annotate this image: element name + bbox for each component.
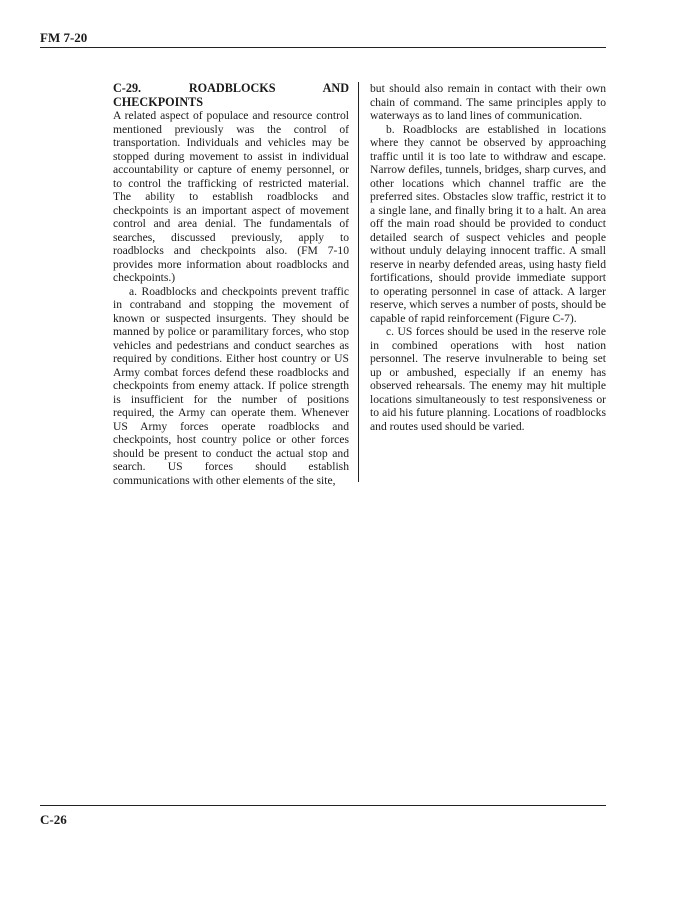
running-header: FM 7-20 xyxy=(40,30,88,45)
left-column xyxy=(113,82,349,487)
page-number: C-26 xyxy=(40,812,67,827)
paragraph-a-continued: but should also remain in contact with their own chain of command. The same principles apply to waterways as to land lines of communication. xyxy=(370,82,606,122)
column-divider xyxy=(358,82,359,482)
header-rule xyxy=(40,47,606,48)
paragraph-intro-text: A related aspect of populace and resource control mentioned previously was the control of transportation. Individuals and vehicles may be stopped during movement to assist in individual accountability or capture of enemy personnel, or to control the trafficking of restricted material. The ability to establish roadblocks and checkpoints is an important aspect of movement control and area denial. The fundamentals of searches, discussed previously, apply to roadblocks and checkpoints also. (FM 7-10 provides more information about roadblocks and checkpoints.) xyxy=(113,109,349,284)
paragraph-b: b. Roadblocks are established in locations where they cannot be observed by approaching traffic until it is too late to withdraw and escape. Narrow defiles, tunnels, bridges, sharp curves, and other locations which channel traffic are the preferred sites. Obstacles slow traffic, restrict it to a single lane, and finally bring it to a halt. An area off the main road should be provided to conduct detailed search of suspect vehicles and people without unduly delaying innocent traffic. A small reserve in nearby defended areas, using hasty field fortifications, should provide immediate support to operating personnel in case of attack. A larger reserve, which serves a number of posts, should be capable of rapid reinforcement (Figure C-7). xyxy=(370,122,606,325)
paragraph-a: a. Roadblocks and checkpoints prevent traffic in contraband and stopping the movement of known or suspected insurgents. They should be manned by police or paramilitary forces, who stop vehicles and pedestrians and conduct searches as required by conditions. Either host country or US Army combat forces defend these roadblocks and checkpoints from enemy attack. If police strength is insufficient for the number of positions required, the Army can operate them. Whenever US Army forces operate roadblocks and checkpoints, host country police or other forces should be present to conduct the actual stop and search. US forces should establish communications with other elements of the site, xyxy=(113,284,349,487)
paragraph-c: c. US forces should be used in the reserve role in combined operations with host nation personnel. The reserve invulnerable to being set up or ambushed, especially if an enemy has observed rehearsals. The enemy may hit multiple locations simultaneously to test responsiveness or to aid his future planning. Locations of roadblocks and routes used should be varied. xyxy=(370,325,606,433)
footer-rule xyxy=(40,805,606,806)
paragraph-intro xyxy=(113,82,349,285)
right-column xyxy=(370,82,606,433)
section-title: C-29. ROADBLOCKS AND CHECKPOINTS xyxy=(113,81,349,109)
